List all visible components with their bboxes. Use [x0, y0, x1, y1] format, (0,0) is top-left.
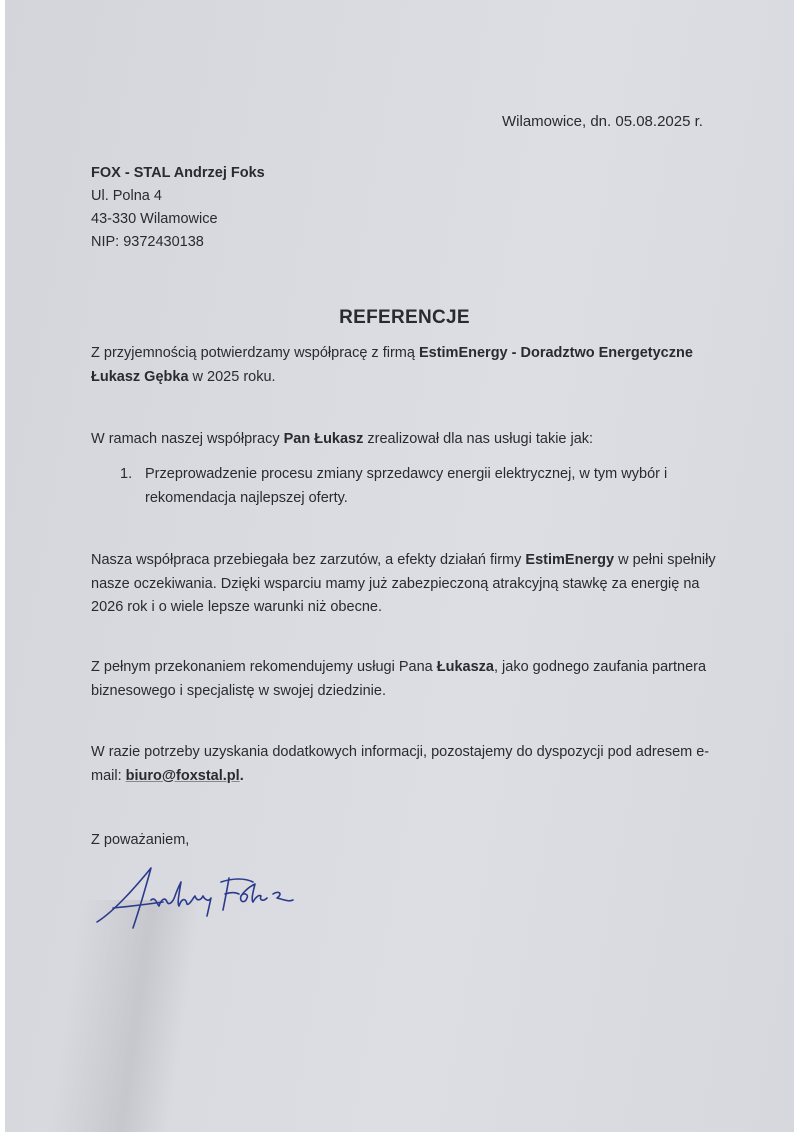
person-name-bold: Pan Łukasz — [283, 431, 364, 447]
paragraph-recommendation — [91, 656, 731, 703]
closing-salutation: Z poważaniem, — [91, 832, 190, 848]
text: W ramach naszej współpracy — [91, 431, 284, 447]
text: W razie potrzeby uzyskania dodatkowych informacji, pozostajemy do dyspozycji pod adresem e-mail: — [91, 744, 710, 784]
paragraph-contact — [91, 741, 731, 788]
text: Z przyjemnością potwierdzamy współpracę z firmą — [91, 345, 419, 361]
document-title: REFERENCJE — [339, 307, 470, 328]
svg-text:Andrzej Foks: Andrzej Foks — [93, 860, 99, 861]
sender-city: 43-330 Wilamowice — [91, 211, 218, 227]
email-link[interactable]: biuro@foxstal.pl — [125, 767, 240, 784]
text: , jako godnego zaufania partnera biznesowego i specjalistę w swojej dziedzinie. — [91, 659, 707, 699]
text: zrealizował dla nas usługi takie jak: — [363, 431, 594, 447]
sender-company-name: FOX - STAL Andrzej Foks — [91, 165, 265, 181]
sender-nip: NIP: 9372430138 — [91, 234, 204, 250]
sender-street: Ul. Polna 4 — [91, 188, 162, 204]
text: Nasza współpraca przebiegała bez zarzutów, a efekty działań firmy — [91, 552, 526, 568]
person-name-bold: Łukasza — [436, 659, 494, 675]
text: . — [239, 767, 244, 784]
text: Z pełnym przekonaniem rekomendujemy usługi Pana — [91, 659, 437, 675]
handwritten-signature — [93, 860, 333, 940]
text: w 2025 roku. — [188, 368, 276, 385]
paragraph-results — [91, 549, 731, 620]
scanned-letter-page — [5, 0, 794, 1132]
paragraph-services-intro — [91, 428, 731, 452]
services-list — [120, 463, 720, 510]
list-item-number: 1. — [120, 466, 133, 482]
company-name-bold: EstimEnergy — [525, 552, 615, 568]
paragraph-intro — [91, 342, 731, 389]
list-item-text: Przeprowadzenie procesu zmiany sprzedawcy energii elektrycznej, w tym wybór i rekomendacja najlepszej oferty. — [145, 466, 668, 506]
text: w pełni spełniły nasze oczekiwania. Dzięki wsparciu mamy już zabezpieczoną atrakcyjną stawkę za energię na 2026 rok i o wiele lepsze warunki niż obecne. — [91, 552, 716, 615]
company-name-bold: EstimEnergy - Doradztwo Energetyczne Łukasz Gębka — [91, 345, 693, 385]
sender-address-block — [91, 162, 265, 254]
place-and-date: Wilamowice, dn. 05.08.2025 r. — [502, 113, 703, 130]
